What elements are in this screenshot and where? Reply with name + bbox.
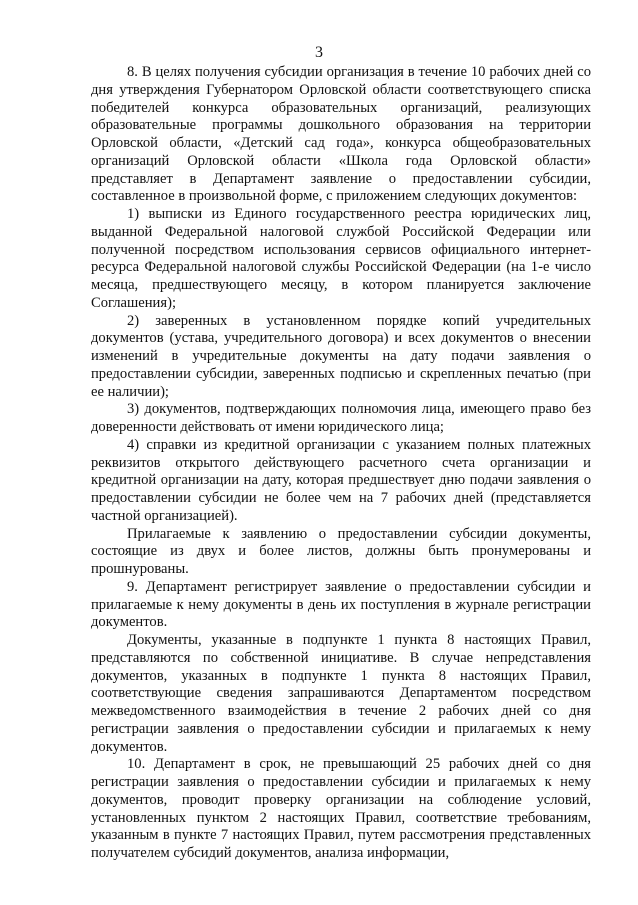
paragraph-9: 9. Департамент регистрирует заявление о предоставлении субсидии и прилагаемые к нему документы в день их поступления в журнале регистрации документов.	[91, 578, 591, 631]
list-item-4: 4) справки из кредитной организации с указанием полных платежных реквизитов открытого действующего расчетного счета организации и кредитной организации на дату, которая предшествует дню подачи заявления о предоставлении субсидии не более чем на 7 рабочих дней (представляется частной организацией).	[91, 436, 591, 524]
paragraph-8: 8. В целях получения субсидии организация в течение 10 рабочих дней со дня утверждения Губернатором Орловской области соответствующего списка победителей конкурса образовательных организаций, реализующих образовательные программы дошкольного образования на территории Орловской области, «Детский сад года», конкурса общеобразовательных организаций Орловской области «Школа года Орловской области» представляет в Департамент заявление о предоставлении субсидии, составленное в произвольной форме, с приложением следующих документов:	[91, 64, 591, 205]
list-item-2: 2) заверенных в установленном порядке копий учредительных документов (устава, учредительного договора) и всех документов о внесении изменений в учредительные документы на дату подачи заявления о предоставлении субсидии, заверенных подписью и скрепленных печатью (при ее наличии);	[91, 312, 591, 400]
paragraph-10: 10. Департамент в срок, не превышающий 25 рабочих дней со дня регистрации заявления о предоставлении субсидии и прилагаемых к нему документов, проводит проверку организации на соблюдение условий, установленных пунктом 2 настоящих Правил, соответствие требованиям, указанным в пункте 7 настоящих Правил, путем рассмотрения представленных получателем субсидий документов, анализа информации,	[91, 756, 591, 861]
document-body	[91, 64, 591, 863]
paragraph-documents: Документы, указанные в подпункте 1 пункта 8 настоящих Правил, представляются по собственной инициативе. В случае непредставления документов, указанных в подпункте 1 пункта 8 настоящих Правил, соответствующие сведения запрашиваются Департаментом посредством межведомственного взаимодействия в течение 2 рабочих дней со дня регистрации заявления о предоставлении субсидии и прилагаемых к нему документов.	[91, 632, 591, 755]
page-number: 3	[315, 44, 323, 61]
list-item-3: 3) документов, подтверждающих полномочия лица, имеющего право без доверенности действовать от имени юридического лица;	[91, 401, 591, 435]
list-item-1: 1) выписки из Единого государственного реестра юридических лиц, выданной Федеральной налоговой службой Российской Федерации или полученной посредством использования сервисов официального интернет-ресурса Федеральной налоговой службы Российской Федерации (на 1-е число месяца, предшествующего месяцу, в котором планируется заключение Соглашения);	[91, 206, 591, 311]
paragraph-attachments: Прилагаемые к заявлению о предоставлении субсидии документы, состоящие из двух и более листов, должны быть пронумерованы и прошнурованы.	[91, 525, 591, 577]
